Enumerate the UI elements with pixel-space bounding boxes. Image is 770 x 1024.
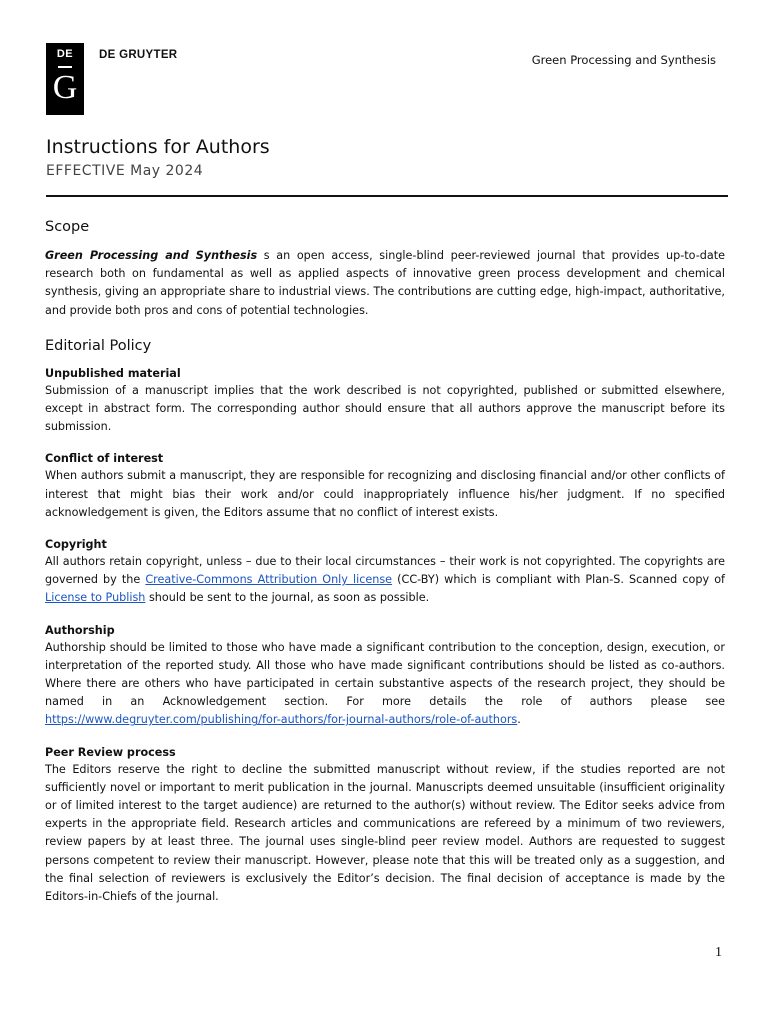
header-divider xyxy=(46,195,728,197)
effective-date: EFFECTIVE May 2024 xyxy=(46,163,204,179)
conflict-of-interest-text: When authors submit a manuscript, they are responsible for recognizing and disclosing financial and/or other conflicts of interest that might bias their work and/or could inappropriately influence his/her judgment. If no specified acknowledgement is given, the Editors assume that no conflict of interest exists. xyxy=(45,469,725,519)
copyright-text xyxy=(45,553,725,608)
copyright-text-part1: All authors retain copyright, unless – due to their local circumstances – their work is not copyrighted. The copyrights are governed by the xyxy=(45,555,725,587)
scope-paragraph xyxy=(45,247,725,320)
scope-section xyxy=(45,219,725,320)
cc-by-license-link[interactable]: Creative-Commons Attribution Only license xyxy=(145,573,393,587)
unpublished-material-block xyxy=(45,366,725,437)
conflict-of-interest-block xyxy=(45,451,725,522)
journal-name-emphasis: Green Processing and Synthesis xyxy=(45,249,258,262)
de-gruyter-logo xyxy=(46,43,84,115)
page-number: 1 xyxy=(715,945,722,960)
scope-heading: Scope xyxy=(45,219,90,235)
authorship-heading: Authorship xyxy=(45,623,115,637)
logo-de-text: DE xyxy=(56,48,74,60)
journal-name: Green Processing and Synthesis xyxy=(531,53,716,67)
copyright-block xyxy=(45,537,725,608)
copyright-heading: Copyright xyxy=(45,538,107,552)
editorial-policy-section xyxy=(45,338,725,906)
publisher-name: DE GRUYTER xyxy=(99,49,178,61)
copyright-text-part2: (CC-BY) which is compliant with Plan-S. Scanned copy of xyxy=(392,573,725,587)
role-of-authors-link[interactable]: https://www.degruyter.com/publishing/for-authors/for-journal-authors/role-of-authors xyxy=(45,713,518,727)
authorship-text-end: . xyxy=(517,713,521,727)
editorial-policy-heading: Editorial Policy xyxy=(45,337,152,354)
peer-review-block xyxy=(45,745,725,907)
authorship-text-body: Authorship should be limited to those who have made a significant contribution to the conception, design, execution, or interpretation of the reported study. All those who have made significant contributions should be listed as co-authors. Where there are others who have participated in certain substantive aspects of the research project, they should be named in an Acknowledgement section. For more details the role of authors please see xyxy=(45,640,725,709)
conflict-of-interest-heading: Conflict of interest xyxy=(45,452,164,466)
license-to-publish-link[interactable]: License to Publish xyxy=(45,591,146,605)
copyright-text-part3: should be sent to the journal, as soon as possible. xyxy=(145,591,430,605)
peer-review-heading: Peer Review process xyxy=(45,745,176,759)
unpublished-material-text: Submission of a manuscript implies that the work described is not copyrighted, published or submitted elsewhere, except in abstract form. The corresponding author should ensure that all authors approve the manuscript before its submission. xyxy=(45,383,725,434)
unpublished-material-heading: Unpublished material xyxy=(45,366,181,380)
peer-review-text: The Editors reserve the right to decline the submitted manuscript without review, if the studies reported are not sufficiently novel or important to merit publication in the journal. Manuscripts deemed unsuitable (insufficient originality or of limited interest to the target audience) are returned to the author(s) without review. The Editor seeks advice from experts in the appropriate field. Research articles and communications are refereed by a minimum of two reviewers, review papers by at least three. The journal uses single-blind peer review model. Authors are requested to suggest persons competent to review their manuscript. However, please note that this will be treated only as a suggestion, and the final selection of reviewers is exclusively the Editor’s decision. The final decision of acceptance is made by the Editors-in-Chiefs of the journal. xyxy=(45,762,725,904)
logo-g-letter: G xyxy=(52,69,78,106)
document-body xyxy=(45,219,725,921)
authorship-text xyxy=(45,639,725,730)
authorship-block xyxy=(45,623,725,730)
page-title: Instructions for Authors xyxy=(46,136,270,158)
scope-text: s an open access, single-blind peer-reviewed journal that provides up-to-date research both on fundamental as well as applied aspects of innovative green process development and chemical synthesis, giving an appropriate share to industrial views. The contributions are cutting edge, high-impact, authoritative, and provide both pros and cons of potential technologies. xyxy=(45,249,725,317)
